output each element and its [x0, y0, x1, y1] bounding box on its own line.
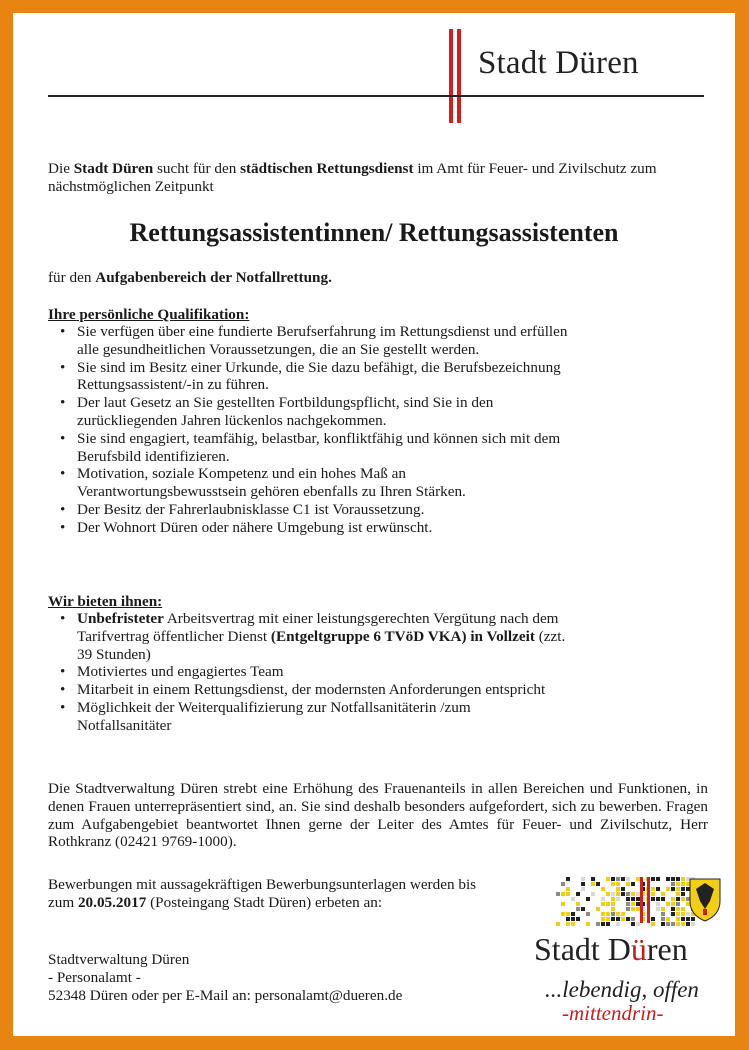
list-item: • Möglichkeit der Weiterqualifizierung zur Notfallsanitäterin /zum Notfallsanitäter	[48, 699, 568, 735]
address-block	[48, 951, 498, 1004]
header-title: Stadt Düren	[478, 45, 639, 81]
address-line: 52348 Düren oder per E-Mail an: personalamt@dueren.de	[48, 986, 403, 1004]
intro-city: Stadt Düren	[73, 160, 154, 177]
list-item: • Unbefristeter Arbeitsvertrag mit einer leistungsgerechten Vergütung nach dem Tarifvertrag öffentlicher Dienst (Entgeltgruppe 6 TVöD VKA) in Vollzeit (zzt. 39 Stunden)	[48, 610, 568, 663]
equality-paragraph: Die Stadtverwaltung Düren strebt eine Erhöhung des Frauenanteils in allen Bereichen und Funktionen, in denen Frauen unterrepräsentiert sind, an. Sie sind deshalb besonders aufgefordert, sich zu bewerben. Fragen zum Aufgabengebiet beantwortet Ihnen gerne der Leiter des Amtes für Feuer- und Zivilschutz, Herr Rothkranz (02421 9769-1000).	[48, 780, 708, 851]
list-item: • Motiviertes und engagiertes Team	[48, 663, 568, 681]
list-item: • Sie verfügen über eine fundierte Berufserfahrung im Rettungsdienst und erfüllen alle gesundheitlichen Voraussetzungen, die an Sie gestellt werden.	[48, 323, 568, 359]
coat-of-arms-icon	[690, 879, 720, 921]
offer-list	[48, 610, 568, 735]
job-title: Rettungsassistentinnen/ Rettungsassistenten	[129, 218, 619, 247]
offer-heading: Wir bieten ihnen:	[48, 593, 163, 610]
logo-slogan-sub: -mittendrin-	[562, 1001, 664, 1025]
list-item: • Der laut Gesetz an Sie gestellten Fortbildungspflicht, sind Sie in den zurückliegenden Jahren lückenlos nachgekommen.	[48, 394, 568, 430]
field-of-work: für den Aufgabenbereich der Notfallrettung.	[48, 269, 332, 286]
address-line: Stadtverwaltung Düren	[48, 951, 190, 968]
job-advertisement	[13, 13, 735, 1036]
qualification-list	[48, 323, 568, 537]
header-red-bars-icon	[449, 29, 469, 123]
logo-slogan: ...lebendig, offen	[545, 977, 699, 1002]
list-item: • Mitarbeit in einem Rettungsdienst, der modernsten Anforderungen entspricht	[48, 681, 568, 699]
header-divider	[48, 95, 704, 97]
intro-service: städtischen Rettungsdienst	[240, 160, 414, 177]
address-line: - Personalamt -	[48, 968, 141, 986]
list-item: • Der Besitz der Fahrerlaubnisklasse C1 ist Voraussetzung.	[48, 501, 568, 519]
intro-text: Die Stadt Düren sucht für den städtischen Rettungsdienst im Amt für Feuer- und Zivilschutz zum nächstmöglichen Zeitpunkt	[48, 160, 657, 195]
pixel-mosaic-icon	[528, 871, 728, 931]
email-link[interactable]: personalamt@dueren.de	[254, 986, 403, 1004]
logo-name: Stadt Düren	[534, 931, 688, 967]
city-logo	[528, 871, 728, 1031]
application-deadline: 20.05.2017	[77, 893, 147, 911]
list-item: • Der Wohnort Düren oder nähere Umgebung ist erwünscht.	[48, 519, 568, 537]
list-item: • Sie sind im Besitz einer Urkunde, die Sie dazu befähigt, die Berufsbezeichnung Rettungsassistent/-in zu führen.	[48, 359, 568, 395]
list-item: • Sie sind engagiert, teamfähig, belastbar, konfliktfähig und können sich mit dem Berufsbild identifizieren.	[48, 430, 568, 466]
list-item: • Motivation, soziale Kompetenz und ein hohes Maß an Verantwortungsbewusstsein gehören ebenfalls zu Ihren Stärken.	[48, 465, 568, 501]
application-text: Bewerbungen mit aussagekräftigen Bewerbungsunterlagen werden bis zum 20.05.2017 (Posteingang Stadt Düren) erbeten an:	[48, 876, 477, 911]
qualification-heading: Ihre persönliche Qualifikation:	[48, 306, 250, 323]
